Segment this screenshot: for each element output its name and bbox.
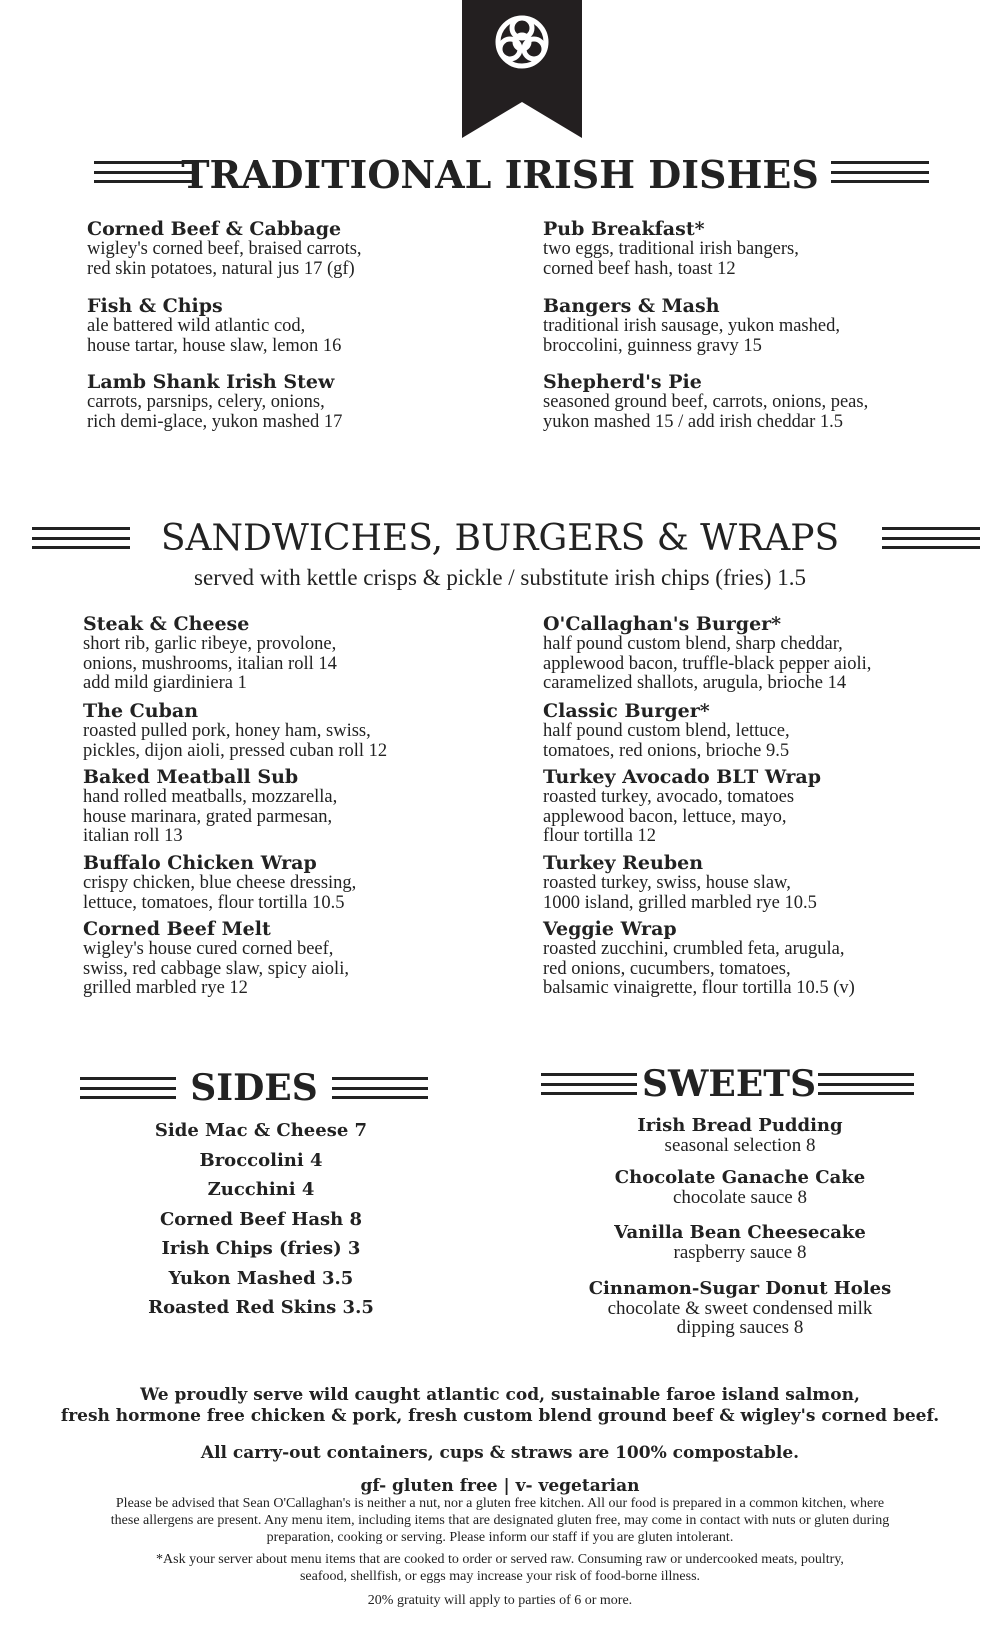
sweet-description: chocolate & sweet condensed milk dipping sauces 8 <box>607 1297 873 1338</box>
item-name: Fish & Chips <box>87 295 223 317</box>
item-description: half pound custom blend, sharp cheddar, applewood bacon, truffle-black pepper aioli, caramelized shallots, arugula, brioche 14 <box>543 634 872 693</box>
menu-item <box>543 219 983 296</box>
sweet-description: chocolate sauce 8 <box>673 1186 807 1208</box>
item-name: Buffalo Chicken Wrap <box>83 852 317 874</box>
sandwiches-right-column <box>543 614 983 999</box>
menu-item <box>543 853 983 919</box>
sandwiches-subtitle: served with kettle crisps & pickle / substitute irish chips (fries) 1.5 <box>194 565 806 590</box>
raw-food-notice: *Ask your server about menu items that are cooked to order or served raw. Consuming raw or undercooked meats, poultry, seafood, shellfish, or eggs may increase your risk of food-borne illness. <box>156 1552 844 1584</box>
item-description: ale battered wild atlantic cod, house tartar, house slaw, lemon 16 <box>87 316 342 356</box>
menu-item <box>543 296 983 372</box>
sweets-title: SWEETS <box>642 1063 817 1105</box>
item-name: Veggie Wrap <box>543 918 677 940</box>
item-name: Turkey Avocado BLT Wrap <box>543 766 821 788</box>
item-name: Baked Meatball Sub <box>83 766 299 788</box>
menu-item <box>543 919 983 999</box>
item-name: Pub Breakfast* <box>543 218 705 240</box>
heading-rule-left <box>541 1073 637 1095</box>
sweets-list <box>550 1116 930 1350</box>
heading-rule-right <box>882 527 980 549</box>
item-description: two eggs, traditional irish bangers, corned beef hash, toast 12 <box>543 239 799 279</box>
gratuity-notice: 20% gratuity will apply to parties of 6 or more. <box>367 1593 633 1608</box>
traditional-right-column <box>543 219 983 432</box>
menu-item <box>83 919 503 999</box>
sweet-name: Irish Bread Pudding <box>637 1115 843 1136</box>
heading-rule-right <box>818 1073 914 1095</box>
item-name: Corned Beef & Cabbage <box>87 218 342 240</box>
traditional-title: TRADITIONAL IRISH DISHES <box>181 152 819 197</box>
menu-item <box>87 372 507 432</box>
heading-rule-right <box>332 1077 428 1099</box>
sweet-name: Vanilla Bean Cheesecake <box>614 1222 866 1243</box>
side-item: Roasted Red Skins 3.5 <box>148 1297 374 1318</box>
diet-legend: gf- gluten free | v- vegetarian <box>360 1476 640 1496</box>
side-item: Side Mac & Cheese 7 <box>154 1120 368 1141</box>
side-item: Irish Chips (fries) 3 <box>161 1238 361 1259</box>
menu-item <box>543 767 983 853</box>
item-description: wigley's house cured corned beef, swiss, red cabbage slaw, spicy aioli, grilled marbled rye 12 <box>83 939 349 998</box>
sides-title: SIDES <box>190 1067 318 1109</box>
item-description: hand rolled meatballs, mozzarella, house marinara, grated parmesan, italian roll 13 <box>83 787 338 846</box>
sweet-name: Cinnamon-Sugar Donut Holes <box>588 1277 892 1299</box>
item-description: carrots, parsnips, celery, onions, rich demi-glace, yukon mashed 17 <box>87 392 343 432</box>
side-item: Yukon Mashed 3.5 <box>168 1267 354 1289</box>
item-description: roasted pulled pork, honey ham, swiss, pickles, dijon aioli, pressed cuban roll 12 <box>83 721 388 761</box>
item-description: wigley's corned beef, braised carrots, red skin potatoes, natural jus 17 (gf) <box>87 239 362 279</box>
sandwiches-title: SANDWICHES, BURGERS & WRAPS <box>160 518 840 559</box>
item-name: O'Callaghan's Burger* <box>543 613 782 635</box>
item-description: crispy chicken, blue cheese dressing, lettuce, tomatoes, flour tortilla 10.5 <box>83 873 357 913</box>
compostable-note: All carry-out containers, cups & straws are 100% compostable. <box>200 1443 800 1463</box>
allergen-notice: Please be advised that Sean O'Callaghan's is neither a nut, nor a gluten free kitchen. All our food is prepared in a common kitchen, where these allergens are present. Any menu item, including items that are designated gluten free, may come in contact with nuts or gluten during preparation, cooking or serving. Please inform our staff if you are gluten intolerant. <box>110 1496 890 1545</box>
item-name: Bangers & Mash <box>543 295 720 317</box>
menu-item <box>543 614 983 701</box>
item-name: Turkey Reuben <box>543 852 704 874</box>
item-name: The Cuban <box>83 700 199 722</box>
menu-item <box>543 701 983 767</box>
item-name: Steak & Cheese <box>83 613 250 635</box>
item-name: Lamb Shank Irish Stew <box>87 371 335 393</box>
menu-item <box>543 372 983 432</box>
sweet-name: Chocolate Ganache Cake <box>614 1166 866 1188</box>
traditional-left-column <box>87 219 507 432</box>
item-description: half pound custom blend, lettuce, tomatoes, red onions, brioche 9.5 <box>543 721 790 761</box>
sweet-item <box>550 1116 930 1156</box>
item-name: Shepherd's Pie <box>543 371 702 393</box>
item-name: Classic Burger* <box>543 700 710 722</box>
heading-rule-left <box>80 1077 176 1099</box>
item-description: roasted turkey, avocado, tomatoes applewood bacon, lettuce, mayo, flour tortilla 12 <box>543 787 795 846</box>
menu-item <box>83 614 503 701</box>
item-name: Corned Beef Melt <box>83 918 271 940</box>
menu-item <box>83 767 503 853</box>
sweet-item <box>550 1279 930 1338</box>
ribbon-banner <box>462 0 582 138</box>
sandwiches-left-column <box>83 614 503 999</box>
menu-item <box>83 853 503 919</box>
menu-item <box>87 296 507 372</box>
heading-rule-right <box>831 161 929 183</box>
sweet-item <box>550 1223 930 1263</box>
menu-item <box>83 701 503 767</box>
item-description: traditional irish sausage, yukon mashed, broccolini, guinness gravy 15 <box>543 316 840 356</box>
item-description: seasoned ground beef, carrots, onions, peas, yukon mashed 15 / add irish cheddar 1.5 <box>543 392 869 432</box>
sides-list <box>116 1116 406 1323</box>
side-item: Corned Beef Hash 8 <box>159 1208 363 1230</box>
side-item: Broccolini 4 <box>199 1149 323 1171</box>
menu-item <box>87 219 507 296</box>
sourcing-note: We proudly serve wild caught atlantic cod, sustainable faroe island salmon, fresh hormone free chicken & pork, fresh custom blend ground beef & wigley's corned beef. <box>60 1385 940 1426</box>
sweet-description: raspberry sauce 8 <box>673 1242 807 1263</box>
item-description: roasted turkey, swiss, house slaw, 1000 island, grilled marbled rye 10.5 <box>543 873 817 913</box>
sweet-description: seasonal selection 8 <box>664 1135 816 1156</box>
item-description: roasted zucchini, crumbled feta, arugula, red onions, cucumbers, tomatoes, balsamic vinaigrette, flour tortilla 10.5 (v) <box>543 939 855 998</box>
item-description: short rib, garlic ribeye, provolone, onions, mushrooms, italian roll 14 add mild giardiniera 1 <box>83 634 337 693</box>
side-item: Zucchini 4 <box>207 1179 315 1200</box>
sweet-item <box>550 1168 930 1208</box>
